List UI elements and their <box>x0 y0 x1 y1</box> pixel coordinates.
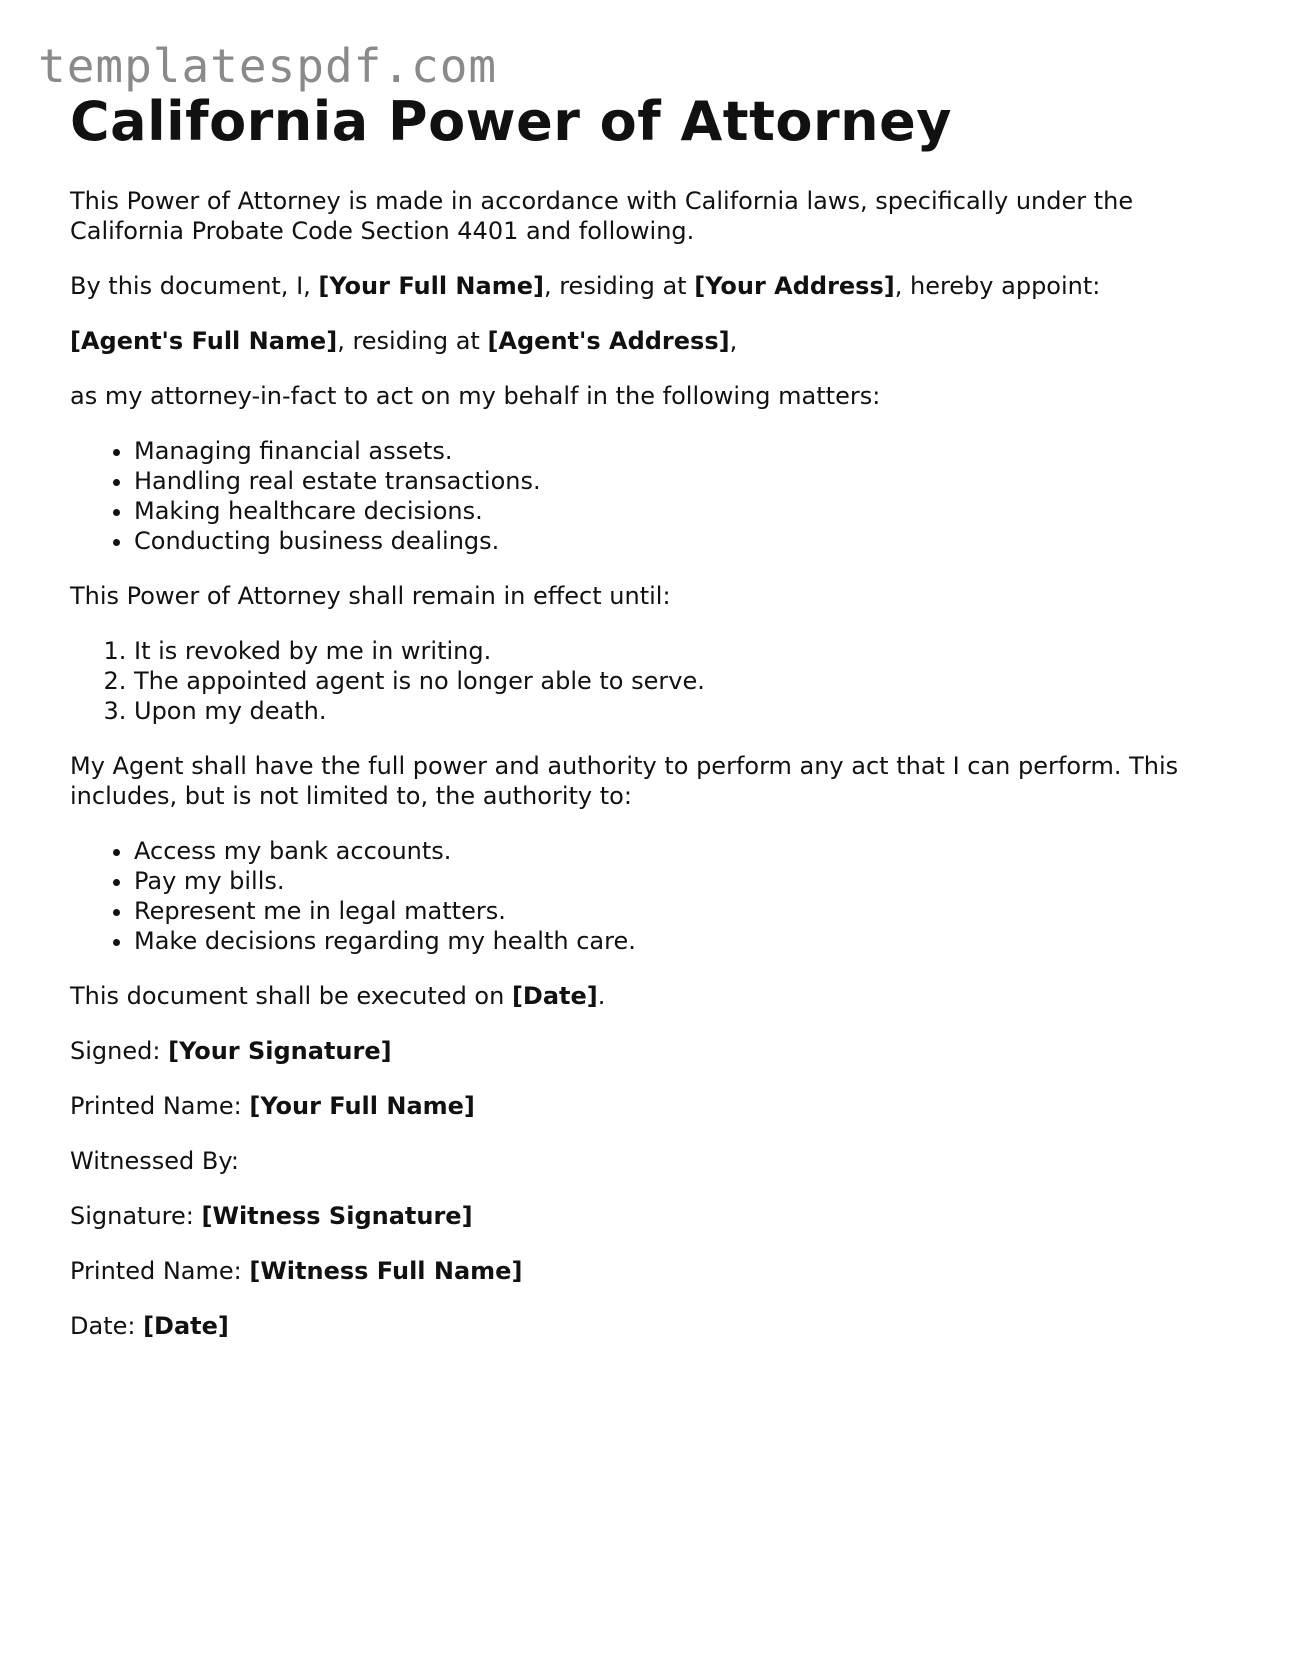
witness-printed-name-label: Printed Name: <box>70 1257 250 1285</box>
witnessed-by-heading: Witnessed By: <box>70 1147 239 1175</box>
list-item: • Managing financial assets. <box>134 436 1230 466</box>
principal-name-placeholder: [Your Full Name] <box>318 272 544 300</box>
watermark-text: templatespdf.com <box>38 39 498 93</box>
execution-paragraph <box>70 981 1230 1011</box>
list-item: 3. Upon my death. <box>134 696 1230 726</box>
witness-signature-label: Signature: <box>70 1202 202 1230</box>
matters-list <box>70 436 1230 556</box>
agent-address-placeholder: [Agent's Address] <box>487 327 730 355</box>
signed-line <box>70 1036 1230 1066</box>
list-item: • Represent me in legal matters. <box>134 896 1230 926</box>
list-item: • Access my bank accounts. <box>134 836 1230 866</box>
witness-printed-name-placeholder: [Witness Full Name] <box>249 1257 523 1285</box>
document-title: California Power of Attorney <box>70 90 952 153</box>
execution-date-placeholder: [Date] <box>511 982 598 1010</box>
appointment-middle: , residing at <box>543 272 695 300</box>
list-item: 1. It is revoked by me in writing. <box>134 636 1230 666</box>
list-item: • Conducting business dealings. <box>134 526 1230 556</box>
list-item: • Make decisions regarding my health care. <box>134 926 1230 956</box>
list-item: • Handling real estate transactions. <box>134 466 1230 496</box>
matters-intro: as my attorney-in-fact to act on my behalf in the following matters: <box>70 382 881 410</box>
agent-paragraph <box>70 326 1230 356</box>
duration-intro: This Power of Attorney shall remain in effect until: <box>70 582 671 610</box>
printed-name-line <box>70 1091 1230 1121</box>
appointment-suffix: , hereby appoint: <box>894 272 1101 300</box>
execution-suffix: . <box>597 982 606 1010</box>
witness-date-placeholder: [Date] <box>143 1312 229 1340</box>
document-body <box>70 88 1230 1341</box>
signature-placeholder: [Your Signature] <box>168 1037 392 1065</box>
intro-paragraph: This Power of Attorney is made in accordance with California laws, specifically under the California Probate Code Section 4401 and following. <box>70 187 1134 245</box>
authority-intro: My Agent shall have the full power and authority to perform any act that I can perform. This includes, but is not limited to, the authority to: <box>70 752 1179 810</box>
appointment-paragraph <box>70 271 1230 301</box>
printed-name-placeholder: [Your Full Name] <box>249 1092 475 1120</box>
agent-name-placeholder: [Agent's Full Name] <box>70 327 338 355</box>
witness-date-label: Date: <box>70 1312 144 1340</box>
printed-name-label: Printed Name: <box>70 1092 250 1120</box>
list-item: • Making healthcare decisions. <box>134 496 1230 526</box>
witness-printed-name-line <box>70 1256 1230 1286</box>
execution-prefix: This document shall be executed on <box>70 982 512 1010</box>
appointment-prefix: By this document, I, <box>70 272 319 300</box>
duration-list <box>70 636 1230 726</box>
authority-list <box>70 836 1230 956</box>
agent-middle: , residing at <box>337 327 488 355</box>
principal-address-placeholder: [Your Address] <box>694 272 895 300</box>
list-item: 2. The appointed agent is no longer able to serve. <box>134 666 1230 696</box>
signed-label: Signed: <box>70 1037 169 1065</box>
list-item: • Pay my bills. <box>134 866 1230 896</box>
witness-signature-line <box>70 1201 1230 1231</box>
agent-suffix: , <box>729 327 738 355</box>
witness-signature-placeholder: [Witness Signature] <box>201 1202 473 1230</box>
witness-date-line <box>70 1311 1230 1341</box>
